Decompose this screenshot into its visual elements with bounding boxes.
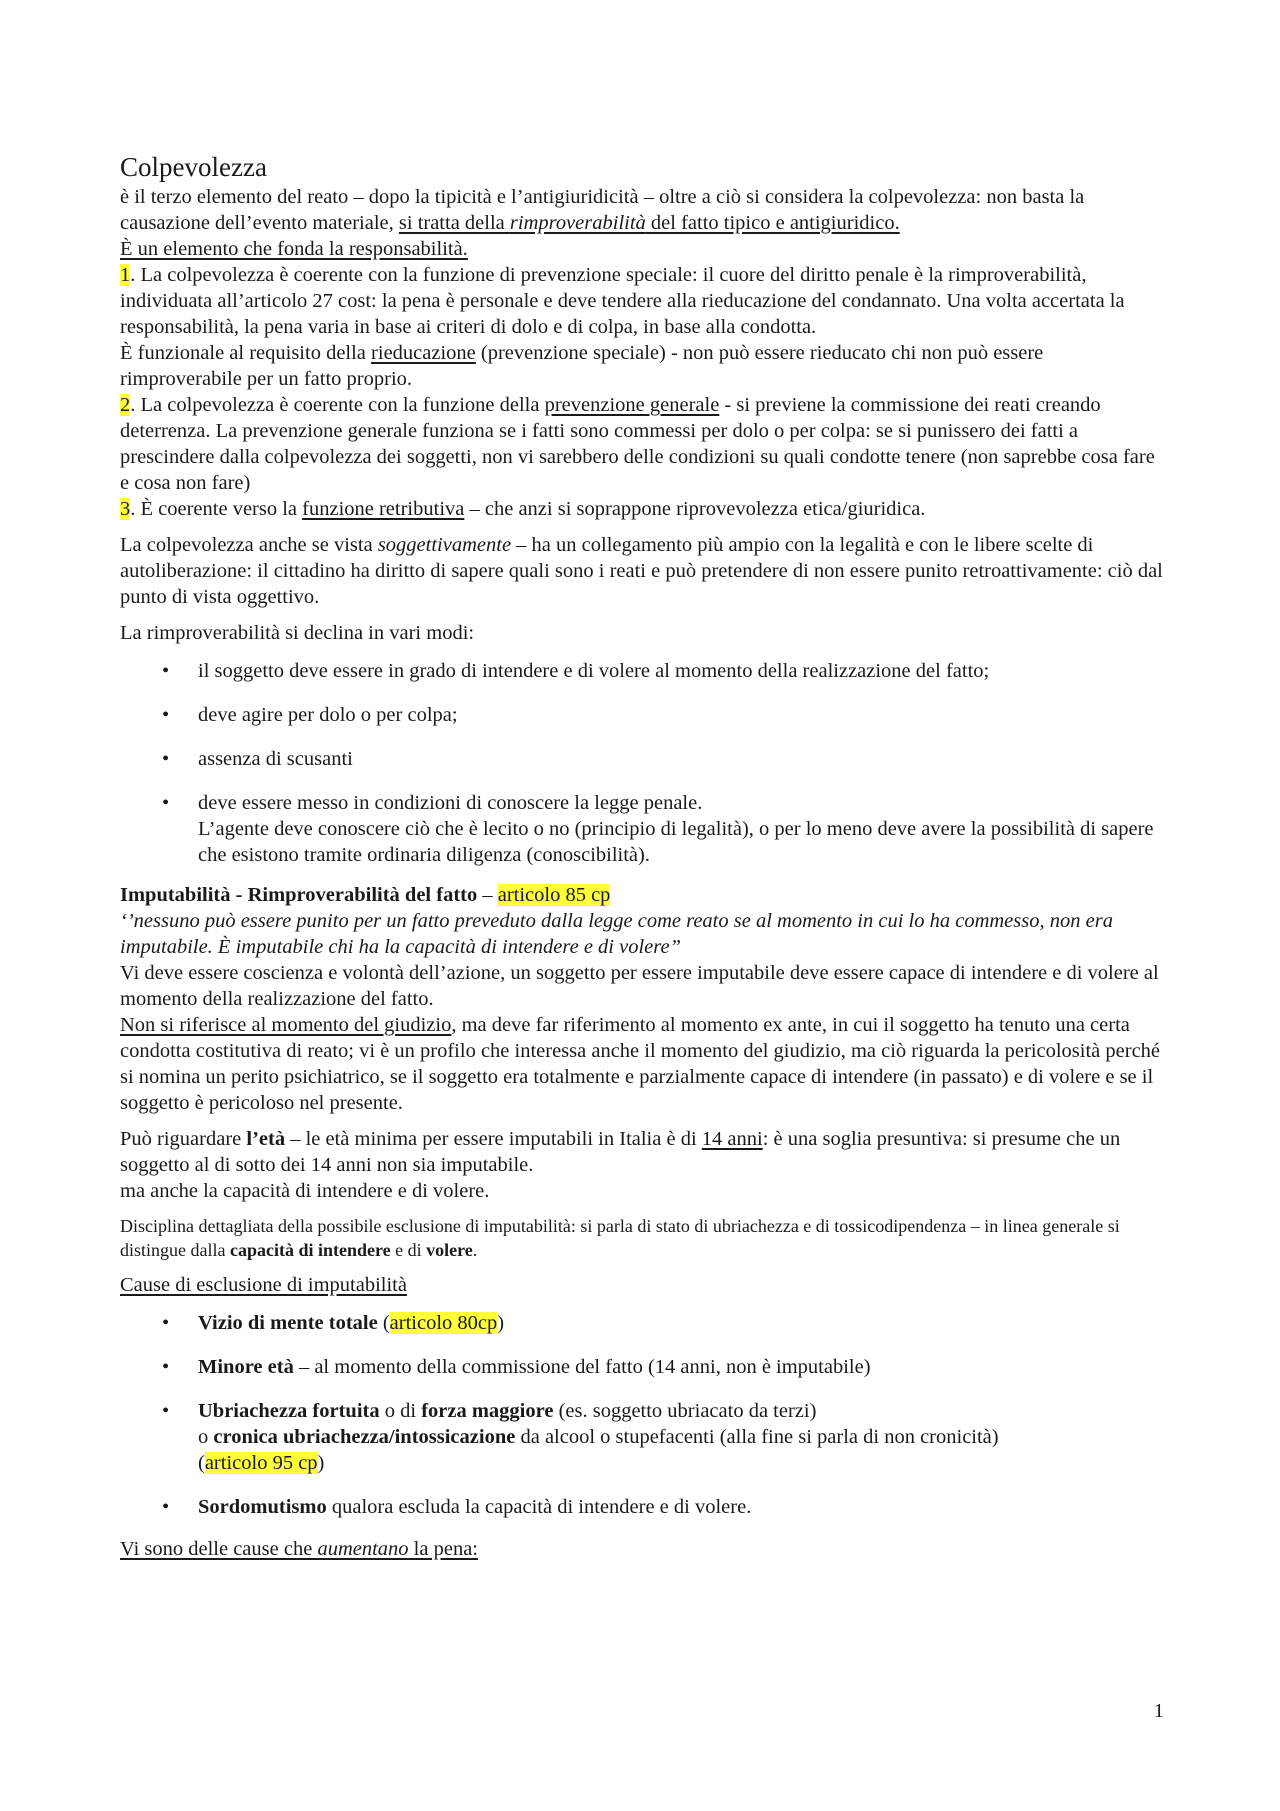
imputabilita-heading: Imputabilità - Rimproverabilità del fatto – articolo 85 cp (120, 884, 611, 906)
point-1-continuation: È funzionale al requisito della rieducazione (prevenzione speciale) - non può essere rieducato chi non può essere rimproverabile per un fatto proprio. (120, 342, 1044, 390)
rimproverabilita-list (120, 658, 1165, 868)
list-item: • il soggetto deve essere in grado di intendere e di volere al momento della realizzazione del fatto; (120, 658, 1165, 684)
intro-underlined: si tratta della rimproverabilità del fatto tipico e antigiuridico. (398, 212, 900, 234)
page-number: 1 (1153, 1700, 1164, 1722)
point-1: 1. La colpevolezza è coerente con la funzione di prevenzione speciale: il cuore del diritto penale è la rimproverabilità, individuata all’articolo 27 cost: la pena è personale e deve tendere alla rieducazione del condannato. Una volta accertata la responsabilità, la pena varia in base ai criteri di dolo e di colpa, in base alla condotta. (120, 264, 1125, 338)
paragraph-soggettivamente: La colpevolezza anche se vista soggettivamente – ha un collegamento più ampio con la legalità e con le libere scelte di autoliberazione: il cittadino ha diritto di sapere quali sono i reati e può pretendere di non essere punito retroattivamente: ciò dal punto di vista oggettivo. (120, 534, 1163, 608)
point-number-3: 3 (120, 498, 131, 520)
paragraph-disciplina: Disciplina dettagliata della possibile esclusione di imputabilità: si parla di stato di ubriachezza e di tossicodipendenza – in linea generale si distingue dalla capacità di intendere e di volere. (120, 1216, 1120, 1260)
intro-line-2: È un elemento che fonda la responsabilità. (120, 238, 468, 260)
point-number-1: 1 (120, 264, 131, 286)
list-item: • Vizio di mente totale (articolo 80cp) (120, 1310, 1165, 1336)
closing-line: Vi sono delle cause che aumentano la pena: (120, 1538, 478, 1560)
document-page (120, 150, 1165, 1562)
list-item: • assenza di scusanti (120, 746, 1165, 772)
point-3: 3. È coerente verso la funzione retributiva – che anzi si soprappone riprovevolezza etica/giuridica. (120, 498, 926, 520)
point-2: 2. La colpevolezza è coerente con la funzione della prevenzione generale - si previene la commissione dei reati creando deterrenza. La prevenzione generale funziona se i fatti sono commessi per dolo o per colpa: se si punissero dei fatti a prescindere dalla colpevolezza dei soggetti, non vi sarebbero delle condizioni su quali condotte tenere (non saprebbe cosa fare e cosa non fare) (120, 394, 1155, 494)
list-item: • deve agire per dolo o per colpa; (120, 702, 1165, 728)
article-ref: articolo 85 cp (497, 884, 611, 906)
article-ref: articolo 80cp (389, 1312, 498, 1334)
paragraph-eta: Può riguardare l’età – le età minima per essere imputabili in Italia è di 14 anni: è una soglia presuntiva: si presume che un soggetto al di sotto dei 14 anni non sia imputabile. (120, 1128, 1121, 1176)
cause-heading: Cause di esclusione di imputabilità (120, 1274, 407, 1296)
paragraph-eta-2: ma anche la capacità di intendere e di volere. (120, 1180, 490, 1202)
imputabilita-text-2: Non si riferisce al momento del giudizio, ma deve far riferimento al momento ex ante, in cui il soggetto ha tenuto una certa condotta costitutiva di reato; vi è un profilo che interessa anche il momento del giudizio, ma ciò riguarda la pericolosità perché si nomina un perito psichiatrico, se il soggetto era totalmente e parzialmente capace di intendere (in passato) e di volere e se il soggetto è pericoloso nel presente. (120, 1014, 1161, 1114)
list-item: • Ubriachezza fortuita o di forza maggiore (es. soggetto ubriacato da terzi) o cronica ubriachezza/intossicazione da alcool o stupefacenti (alla fine si parla di non cronicità) (articolo 95 cp) (120, 1398, 1165, 1476)
cause-list (120, 1310, 1165, 1520)
paragraph-rimproverabilita: La rimproverabilità si declina in vari modi: (120, 622, 475, 644)
page-title: Colpevolezza (120, 152, 267, 182)
list-item: • Sordomutismo qualora escluda la capacità di intendere e di volere. (120, 1494, 1165, 1520)
point-number-2: 2 (120, 394, 131, 416)
list-item: • deve essere messo in condizioni di conoscere la legge penale. L’agente deve conoscere ciò che è lecito o no (principio di legalità), o per lo meno deve avere la possibilità di sapere che esistono tramite ordinaria diligenza (conoscibilità). (120, 790, 1165, 868)
intro-paragraph: è il terzo elemento del reato – dopo la tipicità e l’antigiuridicità – oltre a ciò si considera la colpevolezza: non basta la causazione dell’evento materiale, si tratta della rimproverabilità del fatto tipico e antigiuridico. (120, 186, 1085, 234)
list-item: • Minore età – al momento della commissione del fatto (14 anni, non è imputabile) (120, 1354, 1165, 1380)
article-ref: articolo 95 cp (204, 1452, 318, 1474)
imputabilita-text-1: Vi deve essere coscienza e volontà dell’azione, un soggetto per essere imputabile deve essere capace di intendere e di volere al momento della realizzazione del fatto. (120, 962, 1159, 1010)
article-85-quote: ‘’nessuno può essere punito per un fatto preveduto dalla legge come reato se al momento in cui lo ha commesso, non era imputabile. È imputabile chi ha la capacità di intendere e di volere” (120, 910, 1113, 958)
